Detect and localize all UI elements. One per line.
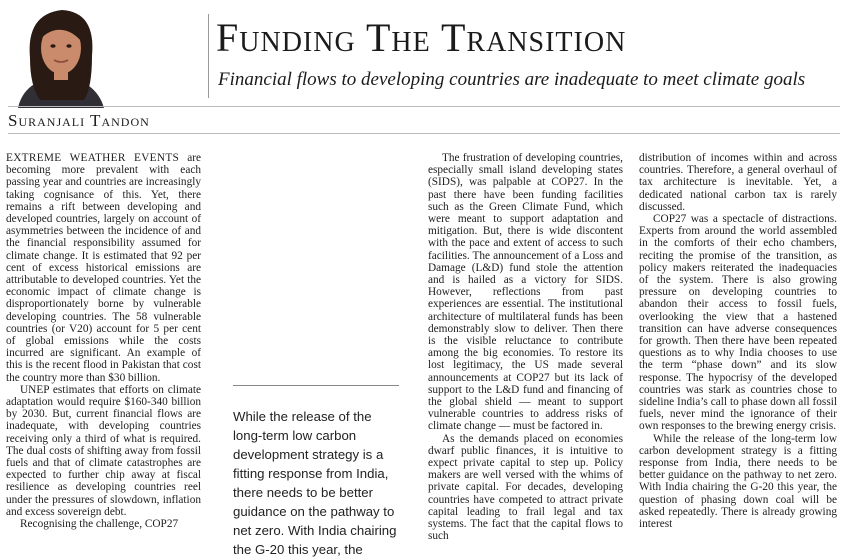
paragraph: The frustration of developing countries, especially small island developing states (SIDS), was palpable at COP27. In the past there have been funding facilities such as the Green Climate Fund, which were meant to support adaptation and mitigation. But, there is wide discontent with the pace and extent of access to such facilities. The announcement of a Loss and Damage (L&D) fund stole the attention and is hailed as a victory for SIDS. However, reflections from past experiences are essential. The institutional architecture of multilateral funds has been demonstrably slow to deliver. Then there is the visible reluctance to contribute among the big economies. To restore its lost legitimacy, the US made several announcements at COP27 but its lack of support to the L&D fund and financing of the global shield — meant to support vulnerable countries to address risks of climate change — must be factored in.	[428, 152, 623, 433]
standfirst: Financial flows to developing countries are inadequate to meet climate goals	[218, 69, 806, 90]
byline-bottom-rule	[8, 133, 840, 134]
paragraph-text: are becoming more prevalent with each passing year and countries are increasingly taking cognisance of this. Yet, there remains a rift between developing and developed countries, largely on account of asymmetries between the incidence of and the financial responsibility assumed for climate change. It is estimated that 92 per cent of excess historical emissions are attributable to developed countries. Yet the economic impact of climate change is disproportionately borne by vulnerable developing countries. The 58 vulnerable countries (or V20) account for 5 per cent of global emissions while the costs incurred are significant. An example of this is the recent flood in Pakistan that cost the country more than $30 billion.	[6, 152, 201, 384]
article-column-3	[428, 152, 623, 543]
pullquote: While the release of the long-term low carbon development strategy is a fitting response from India, there needs to be better guidance on the pathway to net zero. With India chairing the G-20 this year, the	[233, 409, 397, 557]
header-divider	[208, 14, 209, 98]
byline: Suranjali Tandon	[8, 111, 150, 130]
paragraph: Recognising the challenge, COP27	[20, 518, 179, 531]
article-column-1	[6, 152, 201, 531]
headline: Funding The Transition	[216, 15, 627, 60]
paragraph	[6, 152, 201, 384]
article-column-4	[639, 152, 837, 531]
paragraph: COP27 was a spectacle of distractions. Experts from around the world assembled in the comforts of their echo chambers, reciting the promise of the transition, as policy makers reiterated the inadequacies of the system. There is also growing pressure on developing countries to abandon their access to fossil fuels, overlooking the view that a hastened transition can have adverse consequences for growth. Then there have been repeated questions as to why India chooses to use the term “phase down” and its slow response. The hypocrisy of the developed countries was stark as countries chose to sideline India’s call to phase down all fossil fuels, never mind the ignorance of their own responses to the brewing energy crisis.	[639, 213, 837, 433]
paragraph: While the release of the long-term low carbon development strategy is a fitting response from India, there needs to be better guidance on the pathway to net zero. With India chairing the G-20 this year, the question of phasing down coal will be asked repeatedly. There is already growing interest	[639, 432, 837, 531]
byline-top-rule	[8, 106, 840, 107]
paragraph: distribution of incomes within and across countries. Therefore, a general overhaul of tax architecture is inevitable. Yet, a dedicated national carbon tax is rarely discussed.	[639, 152, 837, 213]
pullquote-rule	[233, 385, 399, 386]
paragraph: UNEP estimates that efforts on climate adaptation would require $160-340 billion by 2030. But, current financial flows are inadequate, with developing countries receiving only a third of what is required. The dual costs of shifting away from fossil fuels and that of climate catastrophes are expected to further chip away at fiscal resilience as developing countries reel under the pressures of slowdown, inflation and excess sovereign debt.	[6, 383, 201, 518]
lead-in: EXTREME WEATHER EVENTS	[6, 152, 180, 164]
paragraph: As the demands placed on economies dwarf public finances, it is intuitive to expect private capital to step up. Policy makers are well versed with the whims of private capital. For decades, developing countries have competed to attract private capital leading to frail legal and tax systems. The fact that the capital flows to such	[428, 432, 623, 543]
author-portrait	[0, 0, 120, 108]
